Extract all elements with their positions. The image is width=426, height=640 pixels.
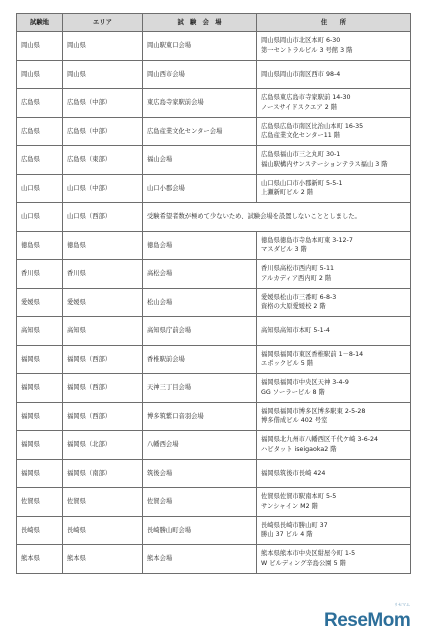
cell-address [257, 60, 411, 89]
cell-area: 高知県 [63, 317, 143, 346]
cell-address [257, 317, 411, 346]
cell-area: 佐賀県 [63, 488, 143, 517]
table-row [17, 174, 411, 203]
cell-address [257, 288, 411, 317]
table-row [17, 345, 411, 374]
table-row [17, 231, 411, 260]
address-line: 岡山県岡山市南区西市 98-4 [261, 70, 341, 78]
cell-venue: 高松会場 [143, 260, 257, 289]
address-line: マスダビル 3 階 [261, 246, 307, 254]
table-row [17, 459, 411, 488]
address-line: 長崎県長崎市勝山町 37 [261, 521, 328, 529]
cell-pref: 広島県 [17, 117, 63, 146]
cell-address [257, 402, 411, 431]
cell-note: 受験希望者数が極めて少ないため、試験会場を設置しないこととしました。 [143, 203, 411, 232]
cell-pref: 徳島県 [17, 231, 63, 260]
table-row [17, 402, 411, 431]
cell-pref: 香川県 [17, 260, 63, 289]
table-row [17, 260, 411, 289]
cell-pref: 山口県 [17, 174, 63, 203]
table-row [17, 146, 411, 175]
cell-address [257, 89, 411, 118]
table-row [17, 32, 411, 61]
table-row [17, 317, 411, 346]
cell-area: 広島県（中部） [63, 89, 143, 118]
address-line: 高知県高知市本町 5-1-4 [261, 327, 330, 334]
table-row [17, 545, 411, 574]
header-address: 住 所 [257, 14, 411, 32]
cell-address [257, 146, 411, 175]
address-line: 第一セントラルビル 3 号館 3 階 [261, 46, 353, 54]
address-line: 岡山県岡山市北区本町 6-30 [261, 37, 341, 45]
cell-pref: 福岡県 [17, 402, 63, 431]
address-line: 資格の大原愛媛校 2 階 [261, 303, 326, 311]
cell-address [257, 231, 411, 260]
table-row [17, 516, 411, 545]
address-line: ノースサイドスクエア 2 階 [261, 103, 338, 111]
table-row [17, 203, 411, 232]
cell-area: 福岡県（西部） [63, 374, 143, 403]
cell-address [257, 431, 411, 460]
table-row [17, 89, 411, 118]
table-row [17, 117, 411, 146]
address-line: 広島県広島市南区比治山本町 16-35 [261, 122, 364, 130]
address-line: ハピタット iseigaoka2 階 [261, 445, 337, 453]
address-line: 福岡県福岡市東区香椎駅前 1－8-14 [261, 350, 364, 358]
cell-pref: 広島県 [17, 89, 63, 118]
address-line: 愛媛県松山市三番町 6-8-3 [261, 293, 337, 301]
cell-area: 山口県（中部） [63, 174, 143, 203]
header-area: エリア [63, 14, 143, 32]
table-row [17, 374, 411, 403]
address-line: 博多偕成ビル 402 号室 [261, 417, 328, 425]
address-line: 香川県高松市西内町 5-11 [261, 265, 334, 273]
cell-area: 福岡県（西部） [63, 402, 143, 431]
cell-pref: 福岡県 [17, 431, 63, 460]
cell-pref: 高知県 [17, 317, 63, 346]
cell-address [257, 345, 411, 374]
cell-pref: 岡山県 [17, 60, 63, 89]
cell-area: 岡山県 [63, 32, 143, 61]
cell-area: 山口県（西部） [63, 203, 143, 232]
address-line: W ビルディング辛島公園 5 階 [261, 559, 346, 567]
address-line: 広島産業文化センター11 階 [261, 132, 341, 140]
cell-venue: 徳島会場 [143, 231, 257, 260]
cell-pref: 広島県 [17, 146, 63, 175]
cell-venue: 天神三丁目会場 [143, 374, 257, 403]
address-line: GG ソーラービル 8 階 [261, 388, 325, 396]
address-line: 佐賀県佐賀市駅南本町 5-5 [261, 493, 337, 501]
cell-address [257, 174, 411, 203]
table-row [17, 288, 411, 317]
address-line: 上瀬新町ビル 2 階 [261, 189, 314, 197]
cell-address [257, 488, 411, 517]
address-line: 福岡県筑後市長崎 424 [261, 469, 326, 477]
address-line: 熊本県熊本市中央区紺屋今町 1-5 [261, 550, 356, 558]
address-line: 勝山 37 ビル 4 階 [261, 531, 313, 539]
address-line: 徳島県徳島市寺島本町東 3-12-7 [261, 236, 353, 244]
venue-table [16, 13, 411, 574]
address-line: 広島県福山市三之丸町 30-1 [261, 151, 341, 159]
cell-venue: 香椎駅前会場 [143, 345, 257, 374]
cell-address [257, 32, 411, 61]
cell-area: 広島県（中部） [63, 117, 143, 146]
address-line: 福岡県福岡市中央区天神 3-4-9 [261, 379, 349, 387]
cell-area: 福岡県（南部） [63, 459, 143, 488]
cell-area: 福岡県（西部） [63, 345, 143, 374]
address-line: エポックビル 5 階 [261, 360, 314, 368]
cell-venue: 岡山駅東口会場 [143, 32, 257, 61]
logo-kana: リセマム [394, 602, 410, 607]
cell-pref: 福岡県 [17, 459, 63, 488]
cell-pref: 熊本県 [17, 545, 63, 574]
cell-venue: 八幡西会場 [143, 431, 257, 460]
cell-area: 福岡県（北部） [63, 431, 143, 460]
cell-address [257, 516, 411, 545]
cell-venue: 岡山西市会場 [143, 60, 257, 89]
address-line: 福山駅構内サンステーションテラス福山 3 階 [261, 160, 388, 168]
cell-area: 愛媛県 [63, 288, 143, 317]
cell-pref: 山口県 [17, 203, 63, 232]
cell-venue: 山口小郡会場 [143, 174, 257, 203]
address-line: 福岡県北九州市八幡西区千代ケ崎 3-6-24 [261, 436, 379, 444]
cell-area: 徳島県 [63, 231, 143, 260]
table-header-row [17, 14, 411, 32]
table-row [17, 488, 411, 517]
cell-venue: 東広島寺家駅前会場 [143, 89, 257, 118]
cell-address [257, 260, 411, 289]
header-pref: 試験地 [17, 14, 63, 32]
cell-pref: 岡山県 [17, 32, 63, 61]
cell-venue: 博多筑紫口音羽会場 [143, 402, 257, 431]
table-row [17, 60, 411, 89]
cell-venue: 福山会場 [143, 146, 257, 175]
address-line: アルカディア西内町 2 階 [261, 274, 332, 282]
cell-pref: 佐賀県 [17, 488, 63, 517]
cell-address [257, 117, 411, 146]
cell-venue: 広島産業文化センター会場 [143, 117, 257, 146]
cell-area: 長崎県 [63, 516, 143, 545]
cell-venue: 佐賀会場 [143, 488, 257, 517]
cell-venue: 熊本会場 [143, 545, 257, 574]
cell-pref: 長崎県 [17, 516, 63, 545]
cell-pref: 福岡県 [17, 374, 63, 403]
resemom-logo [324, 602, 412, 632]
cell-address [257, 459, 411, 488]
cell-area: 熊本県 [63, 545, 143, 574]
table-row [17, 431, 411, 460]
cell-address [257, 545, 411, 574]
cell-pref: 愛媛県 [17, 288, 63, 317]
cell-area: 香川県 [63, 260, 143, 289]
address-line: 広島県東広島市寺家駅前 14-30 [261, 94, 351, 102]
address-line: 福岡県福岡市博多区博多駅東 2-5-28 [261, 407, 366, 415]
cell-venue: 松山会場 [143, 288, 257, 317]
cell-address [257, 374, 411, 403]
logo-text: ReseMom [324, 610, 411, 631]
header-venue: 試 験 会 場 [143, 14, 257, 32]
cell-area: 岡山県 [63, 60, 143, 89]
cell-venue: 長崎勝山町会場 [143, 516, 257, 545]
cell-area: 広島県（東部） [63, 146, 143, 175]
address-line: 山口県山口市小郡新町 5-5-1 [261, 179, 343, 187]
address-line: サンシャイン M2 階 [261, 502, 318, 510]
cell-venue: 高知県庁前会場 [143, 317, 257, 346]
cell-venue: 筑後会場 [143, 459, 257, 488]
cell-pref: 福岡県 [17, 345, 63, 374]
